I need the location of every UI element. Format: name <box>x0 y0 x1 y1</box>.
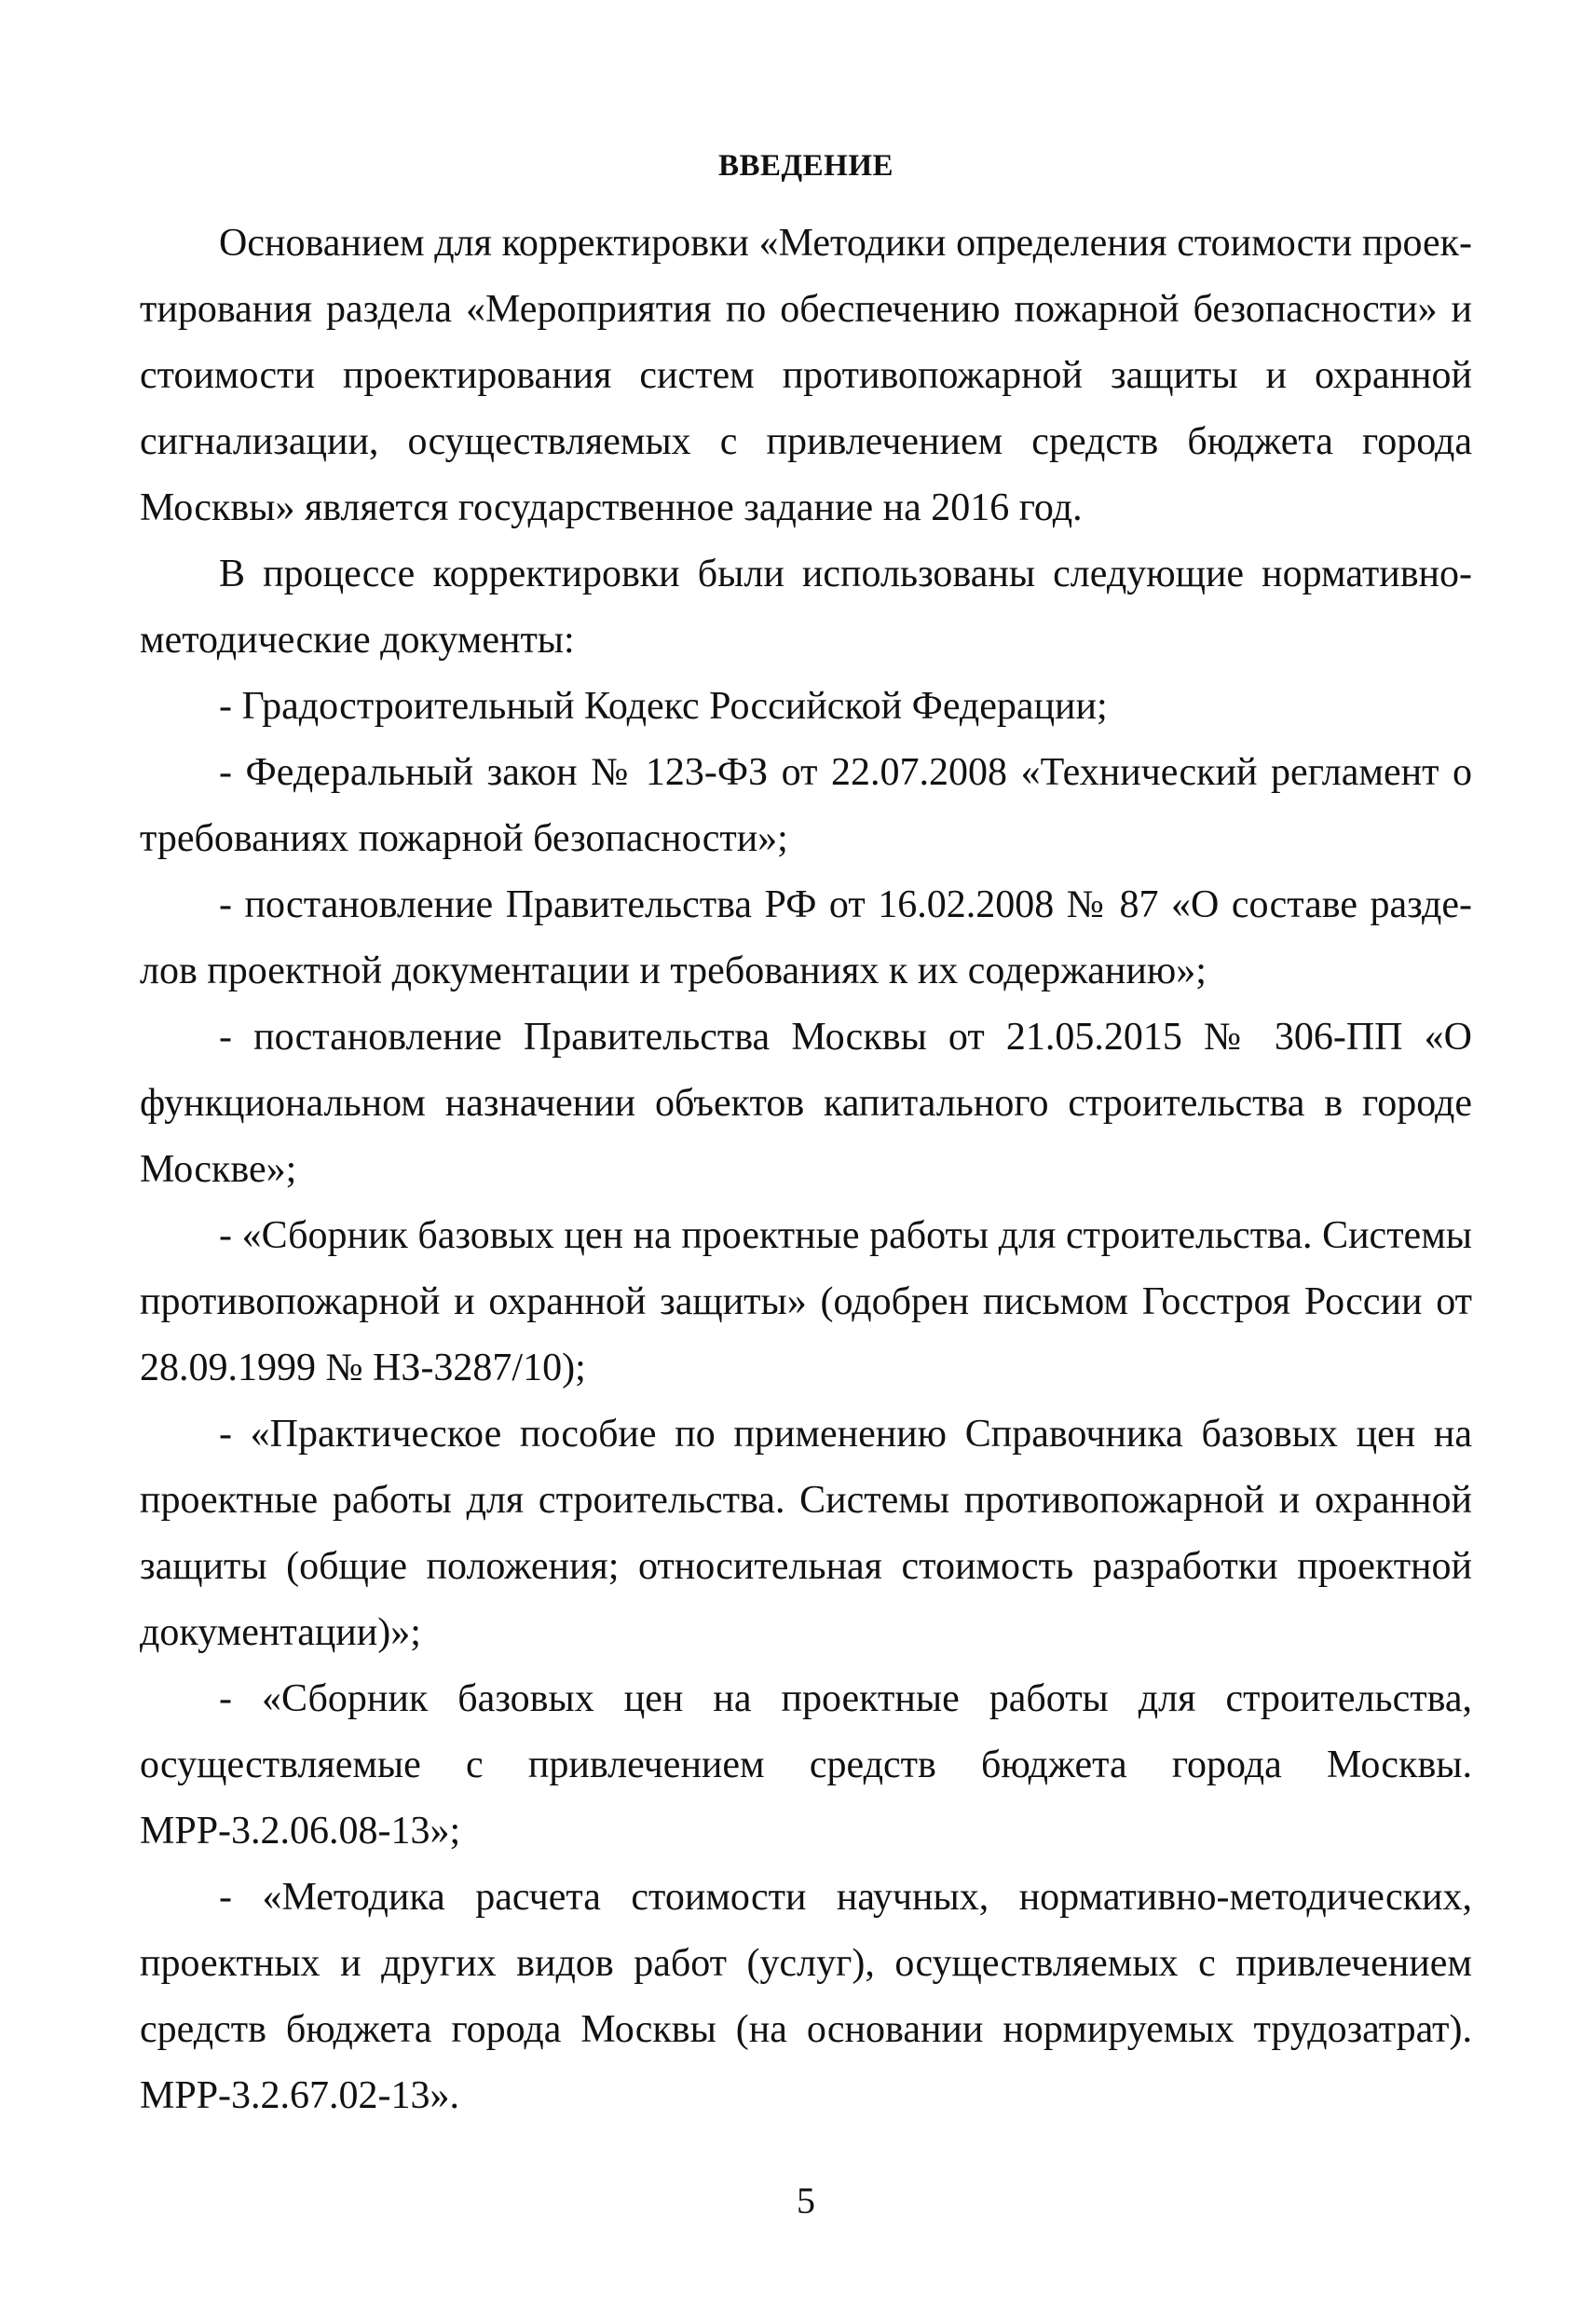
page-number: 5 <box>797 2180 815 2222</box>
sources-intro-paragraph: В процессе корректировки были использованы следующие нормативно-методические документы: <box>140 553 1472 662</box>
intro-paragraph: Основанием для корректировки «Методики определения стоимости проектирования раздела «Мероприятия по обеспечению пожарной безопасности» и стоимости проектирования систем противопожарной защиты и охранной сигнализации, осуществляемых с привлечением средств бюджета города Москвы» является государственное задание на 2016 год. <box>140 222 1472 529</box>
list-item-federal-law: - Федеральный закон № 123-ФЗ от 22.07.2008 «Технический регламент о требованиях пожарной безопасности»; <box>140 751 1472 860</box>
list-item-urban-code: - Градостроительный Кодекс Российской Федерации; <box>219 685 1108 728</box>
list-item-cost-methodology: - «Методика расчета стоимости научных, нормативно-методических, проектных и других видов работ (услуг), осуществляемых с привлечением средств бюджета города Москвы (на основании нормируемых трудозатрат). МРР-3.2.67.02-13». <box>140 1876 1472 2117</box>
list-item-base-price-collection: - «Сборник базовых цен на проектные работы для строительства. Системы противопожарной и охранной защиты» (одобрен письмом Госстроя России от 28.09.1999 № НЗ-3287/10); <box>140 1214 1472 1389</box>
list-item-moscow-government-decree: - постановление Правительства Москвы от 21.05.2015 № 306-ПП «О функциональном назначении объектов капитального строительства в городе Москве»; <box>140 1016 1472 1191</box>
list-item-moscow-base-prices: - «Сборник базовых цен на проектные работы для строительства, осуществляемые с привлечением средств бюджета города Москвы. МРР-3.2.06.08-13»; <box>140 1677 1472 1853</box>
document-body <box>140 211 1472 2129</box>
list-item-practical-guide: - «Практическое пособие по применению Справочника базовых цен на проектные работы для строительства. Системы противопожарной и охранной защиты (общие положения; относительная стоимость разработки проектной документации)»; <box>140 1413 1472 1654</box>
document-page <box>140 0 1472 2311</box>
section-heading: ВВЕДЕНИЕ <box>717 149 894 183</box>
list-item-rf-government-decree: - постановление Правительства РФ от 16.02.2008 № 87 «О составе разделов проектной документации и требованиях к их содержанию»; <box>140 883 1472 992</box>
